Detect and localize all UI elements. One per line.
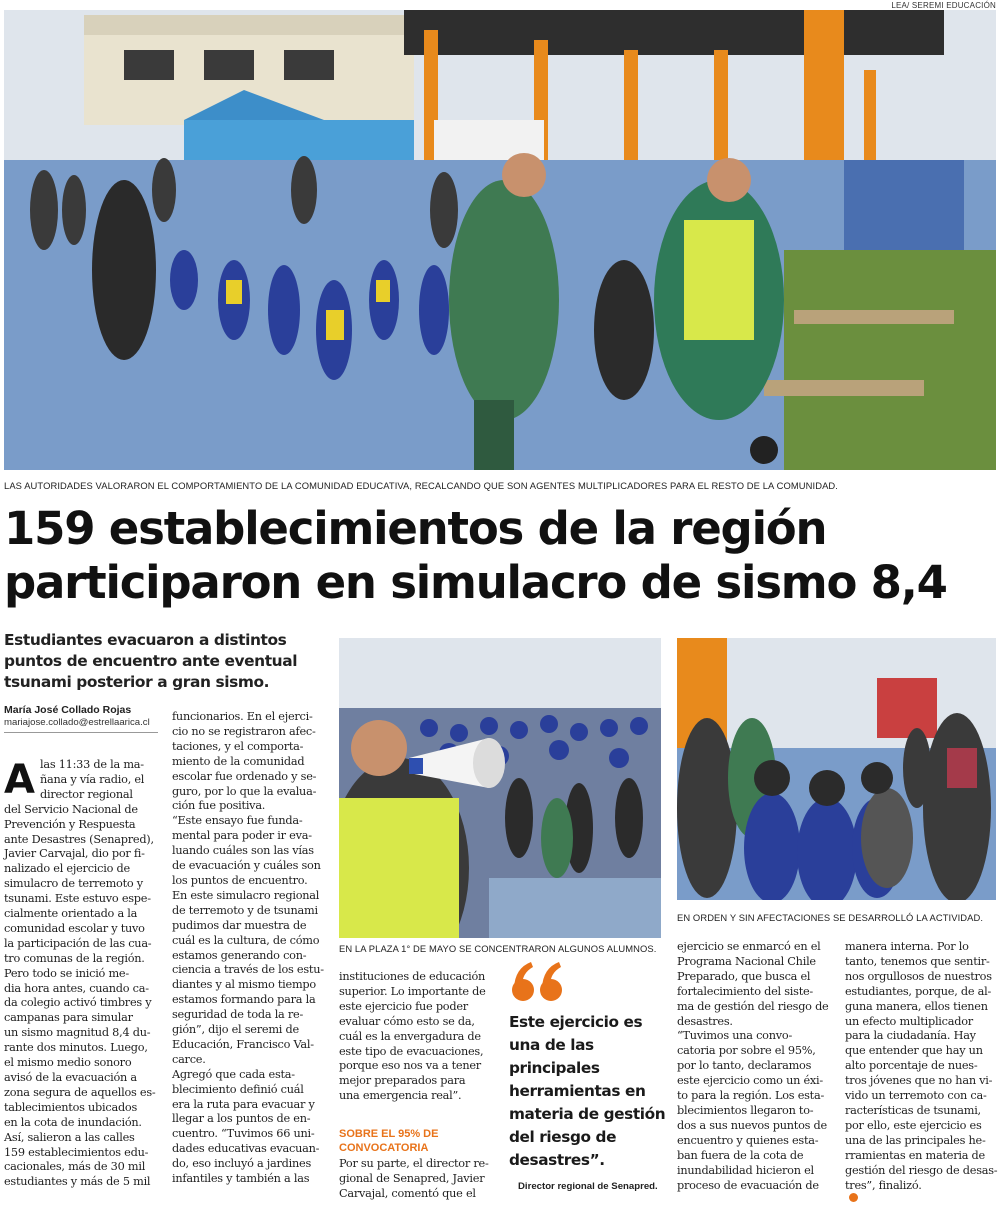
text-line: estamos generando con-	[172, 948, 307, 962]
text-line: gión”, dijo el seremi de	[172, 1023, 299, 1037]
text-line-final-text: tres”, finalizó.	[845, 1178, 922, 1192]
main-photo	[4, 10, 996, 470]
text-line: fortalecimiento del siste-	[677, 984, 813, 998]
column-2	[172, 710, 324, 1187]
text-line: zona segura de aquellos es-	[4, 1085, 156, 1099]
pull-quote-line: herramientas en	[509, 1082, 646, 1100]
text-line: las 11:33 de la ma-	[40, 758, 144, 771]
text-line: carce.	[172, 1052, 206, 1066]
main-photo-caption: LAS AUTORIDADES VALORARON EL COMPORTAMIENTO DE LA COMUNIDAD EDUCATIVA, RECALCANDO QUE SON AGENTES MULTIPLICADORES PARA EL RESTO DE LA COMUNIDAD.	[4, 480, 839, 491]
text-line: nalizado el ejercicio de	[4, 862, 130, 876]
text-line: tros jóvenes que no han vi-	[845, 1074, 993, 1088]
pull-quote-line: desastres”.	[509, 1151, 605, 1169]
text-line: vido un terremoto con ca-	[845, 1089, 987, 1103]
text-line: “Tuvimos una convo-	[677, 1029, 793, 1043]
text-line: funcionarios. En el ejerci-	[172, 710, 313, 723]
text-line: proceso de evacuación de	[677, 1178, 819, 1192]
text-line: encuentro y quienes esta-	[677, 1133, 819, 1147]
section-title-line: CONVOCATORIA	[339, 1141, 429, 1154]
text-line: mejor preparados para	[339, 1074, 466, 1088]
text-line: cuál es la cultura, de cómo	[172, 933, 320, 947]
text-line: por ello, este ejercicio es	[845, 1118, 982, 1132]
text-line: da colegio activó timbres y	[4, 996, 152, 1010]
text-line: avisó de la evacuación a	[4, 1071, 137, 1084]
text-line: comunidad escolar y tuvo	[4, 921, 145, 935]
text-line: racterísticas de tsunami,	[845, 1103, 981, 1117]
text-line: evaluar cómo esto se da,	[339, 1014, 475, 1028]
pull-quote-line: principales	[509, 1059, 600, 1077]
subhead-line: Estudiantes evacuaron a distintos	[4, 631, 287, 649]
text-line: era la ruta para evacuar y	[172, 1097, 315, 1111]
text-line: la participación de las cua-	[4, 936, 152, 950]
main-photo-illustration	[4, 10, 996, 470]
text-line: Carvajal, comentó que el	[339, 1186, 476, 1200]
subhead-line: tsunami posterior a gran sismo.	[4, 673, 270, 691]
column-3	[339, 970, 486, 1104]
text-line: “Este ensayo fue funda-	[172, 814, 303, 828]
author-email[interactable]: mariajose.collado@estrellaarica.cl	[4, 717, 150, 728]
text-line: tsunami. Este estuvo espe-	[4, 892, 151, 906]
text-line: desastres.	[677, 1014, 733, 1028]
text-line: este tipo de evacuaciones,	[339, 1044, 484, 1058]
text-line: diantes y al mismo tiempo	[172, 978, 316, 992]
text-line: miento de la comunidad	[172, 754, 305, 768]
text-line: del Servicio Nacional de	[4, 802, 138, 816]
text-line: Programa Nacional Chile	[677, 954, 816, 968]
pull-quote	[509, 1011, 666, 1172]
text-line: superior. Lo importante de	[339, 984, 486, 998]
text-line: estudiantes y más de 5 mil	[4, 1175, 151, 1189]
plaza-photo-caption: EN LA PLAZA 1° DE MAYO SE CONCENTRARON ALGUNOS ALUMNOS.	[339, 943, 657, 954]
text-line: inundabilidad hicieron el	[677, 1163, 814, 1177]
text-line: rramientas en materia de	[845, 1148, 985, 1162]
text-line: gestión del riesgo de desas-	[845, 1163, 998, 1177]
text-line: este ejercicio como un éxi-	[677, 1074, 823, 1088]
text-line: mental para poder ir eva-	[172, 829, 312, 843]
text-line: ción fue positiva.	[172, 799, 266, 813]
text-line: instituciones de educación	[339, 970, 486, 983]
column-1-lead	[40, 758, 144, 803]
text-line: dia hora antes, cuando ca-	[4, 981, 149, 995]
photo-credit: LEA/ SEREMI EDUCACIÓN	[891, 1, 996, 10]
text-line: gional de Senapred, Javier	[339, 1171, 485, 1185]
text-line: los puntos de encuentro.	[172, 873, 308, 887]
text-line: manera interna. Por lo	[845, 940, 969, 953]
text-line: una emergencia real”.	[339, 1089, 462, 1103]
text-line: director regional	[40, 787, 133, 801]
pull-quote-line: Este ejercicio es	[509, 1013, 643, 1031]
text-line: cio no se registraron afec-	[172, 724, 316, 738]
subhead-line: puntos de encuentro ante eventual	[4, 652, 298, 670]
text-line: un efecto multiplicador	[845, 1014, 973, 1028]
author-divider	[4, 732, 158, 733]
text-line: en la cota de inundación.	[4, 1115, 142, 1129]
drop-cap: A	[4, 757, 35, 803]
text-line: de terremoto y de tsunami	[172, 903, 318, 917]
text-line: nos orgullosos de nuestros	[845, 969, 992, 983]
text-line: ban fuera de la cota de	[677, 1148, 804, 1162]
orden-photo-illustration	[677, 638, 996, 900]
text-line: cuentro. “Tuvimos 66 uni-	[172, 1127, 315, 1141]
text-line: Por su parte, el director re-	[339, 1157, 489, 1170]
text-line: ma de gestión del riesgo de	[677, 999, 829, 1013]
text-line: seguridad de toda la re-	[172, 1008, 304, 1022]
headline-line: 159 establecimientos de la región	[4, 502, 827, 555]
text-line: pudimos dar muestra de	[172, 918, 307, 932]
text-line: luando cuáles son las vías	[172, 844, 314, 858]
orden-photo-caption: EN ORDEN Y SIN AFECTACIONES SE DESARROLLÓ LA ACTIVIDAD.	[677, 912, 984, 923]
text-line: alto porcentaje de nues-	[845, 1059, 978, 1073]
text-line: tro comunas de la región.	[4, 951, 145, 965]
text-line: que entender que hay un	[845, 1044, 983, 1058]
text-line: escolar fue ordenado y se-	[172, 769, 317, 783]
plaza-photo-illustration	[339, 638, 661, 938]
text-line: campanas para simular	[4, 1011, 133, 1025]
text-line: rante dos minutos. Luego,	[4, 1041, 148, 1055]
text-line: Así, salieron a las calles	[4, 1130, 135, 1144]
headline	[4, 502, 998, 610]
text-line: Pero todo se inició me-	[4, 966, 129, 980]
text-line: En este simulacro regional	[172, 888, 320, 902]
text-line: do, eso incluyó a jardines	[172, 1157, 312, 1171]
end-mark-icon	[849, 1193, 858, 1202]
text-line: Agregó que cada esta-	[172, 1067, 295, 1081]
text-line: guro, por lo que la evalua-	[172, 784, 317, 798]
text-line: estudiantes, porque, de al-	[845, 984, 992, 998]
orden-photo	[677, 638, 996, 900]
text-line: blecimientos llegaron to-	[677, 1103, 814, 1117]
column-6	[845, 940, 997, 1202]
text-line: taciones, y el comporta-	[172, 739, 304, 753]
pull-quote-line: una de las	[509, 1036, 594, 1054]
text-line: tanto, tenemos que sentir-	[845, 954, 990, 968]
text-line: Educación, Francisco Val-	[172, 1037, 314, 1051]
pull-quote-line: del riesgo de	[509, 1128, 617, 1146]
pull-quote-line: materia de gestión	[509, 1105, 666, 1123]
pull-quote-source: Director regional de Senapred.	[518, 1181, 658, 1192]
text-line: ejercicio se enmarcó en el	[677, 940, 821, 953]
text-line: simulacro de terremoto y	[4, 877, 143, 891]
text-line: Preparado, que busca el	[677, 969, 811, 983]
text-line: to para la región. Los esta-	[677, 1089, 825, 1103]
text-line: dades educativas evacuan-	[172, 1142, 320, 1156]
text-line: catoria por sobre el 95%,	[677, 1044, 816, 1058]
text-line: para la ciudadanía. Hay	[845, 1029, 976, 1043]
text-line: blecimiento definió cuál	[172, 1082, 304, 1096]
text-line: por lo tanto, declaramos	[677, 1059, 812, 1073]
column-3-continued	[339, 1157, 489, 1202]
text-line: cuál es la envergadura de	[339, 1029, 481, 1043]
text-line: cialmente orientado a la	[4, 907, 138, 921]
headline-line: participaron en simulacro de sismo 8,4	[4, 556, 947, 609]
text-line: dos a sus nuevos puntos de	[677, 1118, 827, 1132]
text-line: 159 establecimientos edu-	[4, 1145, 149, 1159]
section-title	[339, 1128, 438, 1155]
text-line: ñana y vía radio, el	[40, 772, 145, 786]
quote-mark-icon	[509, 958, 569, 1008]
author-name: María José Collado Rojas	[4, 704, 132, 716]
text-line: ante Desastres (Senapred),	[4, 832, 154, 846]
text-line: porque eso nos va a tener	[339, 1059, 481, 1073]
text-line: infantiles y también a las	[172, 1172, 310, 1186]
text-line: el mismo medio sonoro	[4, 1056, 132, 1070]
text-line: un sismo magnitud 8,4 du-	[4, 1026, 151, 1040]
text-line: estamos formando para la	[172, 993, 316, 1007]
text-line: guna manera, ellos tienen	[845, 999, 988, 1013]
text-line-final	[845, 1179, 997, 1203]
text-line: cacionales, más de 30 mil	[4, 1160, 146, 1174]
subheadline	[4, 630, 334, 693]
text-line: Prevención y Respuesta	[4, 817, 136, 831]
text-line: ciencia a través de los estu-	[172, 963, 324, 977]
text-line: Javier Carvajal, dio por fi-	[4, 847, 145, 861]
text-line: llegar a los puntos de en-	[172, 1112, 311, 1126]
column-1	[4, 803, 155, 1191]
section-title-line: SOBRE EL 95% DE	[339, 1128, 439, 1140]
column-5	[677, 940, 829, 1193]
text-line: de evacuación y cuáles son	[172, 859, 321, 873]
plaza-photo	[339, 638, 661, 938]
text-line: este ejercicio fue poder	[339, 999, 468, 1013]
text-line: una de las principales he-	[845, 1133, 986, 1147]
text-line: tablecimientos ubicados	[4, 1100, 138, 1114]
